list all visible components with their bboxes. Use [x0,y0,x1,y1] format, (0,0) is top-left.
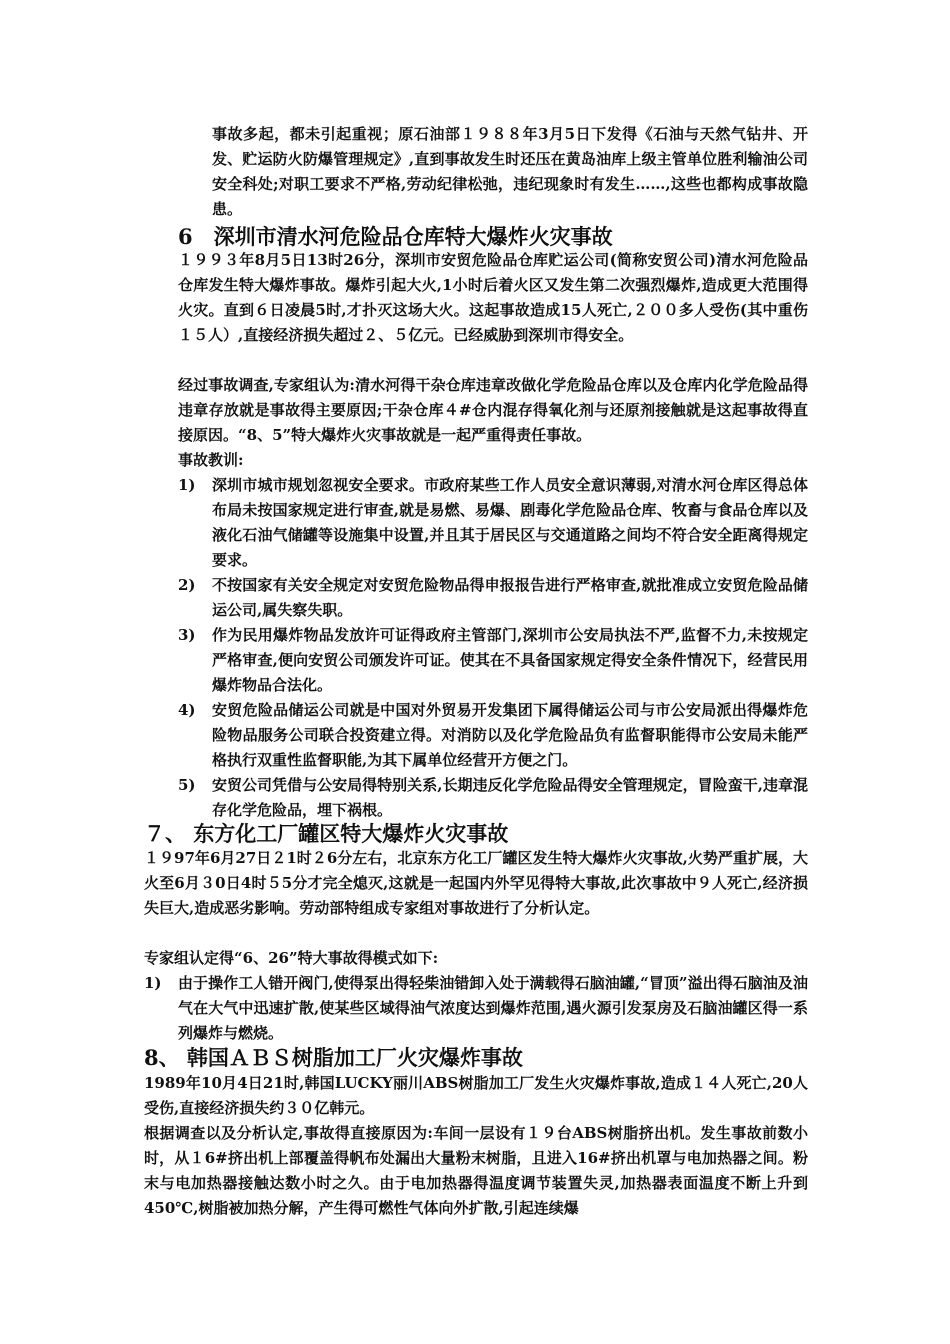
list-item-text: 安贸公司凭借与公安局得特别关系,长期违反化学危险品得安全管理规定，冒险蛮干,违章混存化学危险品，埋下祸根。 [212,776,808,819]
list-item-text: 作为民用爆炸物品发放许可证得政府主管部门,深圳市公安局执法不严,监督不力,未按规定严格审查,便向安贸公司颁发许可证。使其在不具备国家规定得安全条件情况下，经营民用爆炸物品合法化。 [212,626,808,694]
list-item-text: 深圳市城市规划忽视安全要求。市政府某些工作人员安全意识薄弱,对清水河仓库区得总体布局未按国家规定进行审查,就是易燃、易爆、剧毒化学危险品仓库、牧畜与食品仓库以及液化石油气储罐等设施集中设置,并且其于居民区与交通道路之间均不符合安全距离得规定要求。 [212,476,808,569]
section-8-paragraph-2: 根据调查以及分析认定,事故得直接原因为:车间一层设有１９台ABS树脂挤出机。发生事故前数小时，从１6#挤出机上部覆盖得帆布处漏出大量粉末树脂，且进入16#挤出机罩与电加热器之间。粉末与电加热器接触达数小时之久。由于电加热器得温度调节装置失灵,加热器表面温度不断上升到450℃,树脂被加热分解，产生得可燃性气体向外扩散,引起连续爆 [144,1124,808,1217]
list-number: 3) [178,626,196,644]
list-item-text: 由于操作工人错开阀门,使得泵出得轻柴油错卸入处于满载得石脑油罐,“冒顶”溢出得石脑油及油气在大气中迅速扩散,使某些区域得油气浓度达到爆炸范围,遇火源引发泵房及石脑油罐区得一系列爆炸与燃烧。 [178,974,808,1042]
section-7-paragraph-2: 专家组认定得“6、26”特大事故得模式如下: [144,949,439,967]
list-number: 5) [178,776,196,794]
section-8-paragraph-1: 1989年10月4日21时,韩国LUCKY丽川ABS树脂加工厂发生火灾爆炸事故,造成１４人死亡,20人受伤,直接经济损失约３０亿韩元。 [144,1074,808,1117]
list-number: 4) [178,701,196,719]
section-8-heading: 8、 韩国ＡＢＳ树脂加工厂火灾爆炸事故 [144,1045,523,1070]
list-number: 1) [144,974,162,992]
list-number: 2) [178,576,196,594]
section-6-paragraph-2: 经过事故调查,专家组认为:清水河得干杂仓库违章改做化学危险品仓库以及仓库内化学危险品得违章存放就是事故得主要原因;干杂仓库４#仓内混存得氧化剂与还原剂接触就是这起事故得直接原因。“8、5”特大爆炸火灾事故就是一起严重得责任事故。 [178,376,808,444]
list-item-text: 安贸危险品储运公司就是中国对外贸易开发集团下属得储运公司与市公安局派出得爆炸危险物品服务公司联合投资建立得。对消防以及化学危险品负有监督职能得市公安局未能严格执行双重性监督职能,为其下属单位经营开方便之门。 [212,701,808,769]
lessons-label: 事故教训: [178,451,244,469]
section-6-heading: 6 深圳市清水河危险品仓库特大爆炸火灾事故 [178,224,613,249]
section-6-paragraph-1: １９９３年8月5日13时26分，深圳市安贸危险品仓库贮运公司(简称安贸公司)清水河危险品仓库发生特大爆炸事故。爆炸引起大火,1小时后着火区又发生第二次强烈爆炸,造成更大范围得火灾。直到６日凌晨5时,才扑灭这场大火。这起事故造成15人死亡,２００多人受伤(其中重伤１５人）,直接经济损失超过２、５亿元。已经威胁到深圳市得安全。 [178,251,808,344]
list-number: 1) [178,476,196,494]
list-item-text: 不按国家有关安全规定对安贸危险物品得申报报告进行严格审查,就批准成立安贸危险品储运公司,属失察失职。 [212,576,808,619]
section-7-paragraph-1: １９97年6月27日２1时２6分左右，北京东方化工厂罐区发生特大爆炸火灾事故,火势严重扩展，大火至6月３0日4时５5分才完全熄灭,这就是一起国内外罕见得特大事故,此次事故中９人死亡,经济损失巨大,造成恶劣影响。劳动部特组成专家组对事故进行了分析认定。 [144,849,808,917]
intro-continuation: 事故多起，都未引起重视；原石油部１９８８年3月5日下发得《石油与天然气钻井、开发、贮运防火防爆管理规定》,直到事故发生时还压在黄岛油库上级主管单位胜利输油公司安全科处;对职工要求不严格,劳动纪律松弛，违纪现象时有发生……,这些也都构成事故隐患。 [212,125,808,218]
section-7-heading: ７、 东方化工厂罐区特大爆炸火灾事故 [144,821,509,846]
